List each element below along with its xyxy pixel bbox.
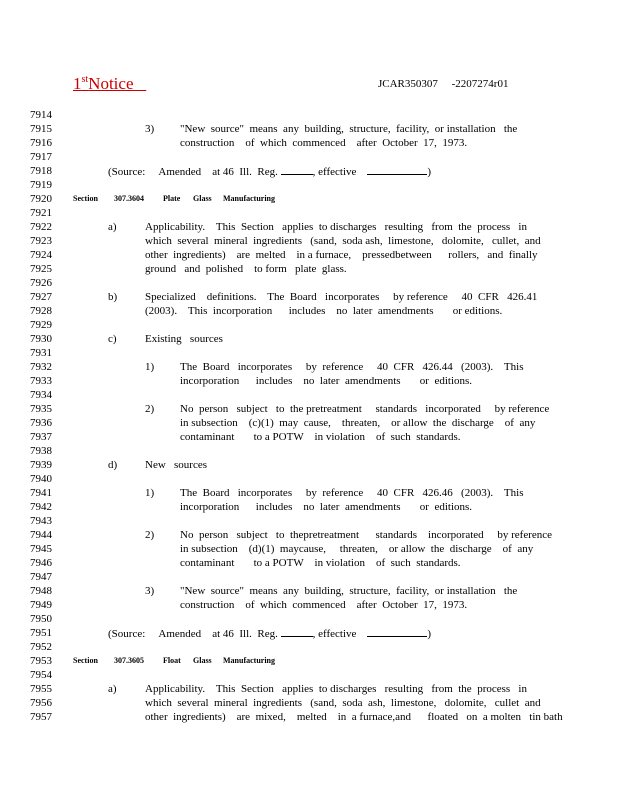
line-text: in subsection (d)(1) maycause, threaten, or allow the discharge of any [180,543,534,555]
line-number: 7918 [30,165,52,177]
document-line [0,556,618,570]
line-text: contaminant to a POTW in violation of such standards. [180,557,461,569]
source-close: ) [427,166,432,178]
document-line [0,584,618,598]
list-marker: 1) [145,361,155,373]
line-number: 7924 [30,249,52,261]
document-line [0,360,618,374]
line-text: which several mineral ingredients (sand, soda ash, limestone, dolomite, cullet, and [145,235,541,247]
source-close: ) [427,628,432,640]
section-word: Section [73,194,98,203]
document-line [0,542,618,556]
section-title-word: Manufacturing [223,656,275,665]
line-number: 7945 [30,543,52,555]
line-number: 7921 [30,207,52,219]
line-number: 7931 [30,347,52,359]
line-number: 7914 [30,109,52,121]
line-number: 7927 [30,291,52,303]
section-title-word: Float [163,656,181,665]
line-number: 7940 [30,473,52,485]
document-line [0,290,618,304]
line-text: other ingredients) are mixed, melted in a furnace,and floated on a molten tin bath [145,711,563,723]
section-title-word: Glass [193,656,212,665]
list-marker: d) [108,459,118,471]
line-text: which several mineral ingredients (sand, soda ash, limestone, dolomite, cullet and [145,697,541,709]
section-number: 307.3605 [114,656,144,665]
document-line [0,430,618,444]
line-text: incorporation includes no later amendments or editions. [180,501,473,513]
document-line [0,206,618,220]
line-number: 7916 [30,137,52,149]
document-line [0,612,618,626]
line-number: 7923 [30,235,52,247]
line-text: (2003). This incorporation includes no later amendments or editions. [145,305,503,317]
line-number: 7952 [30,641,52,653]
page-header [0,74,618,98]
document-line [0,416,618,430]
line-text: ground and polished to form plate glass. [145,263,347,275]
line-text: The Board incorporates by reference 40 CFR 426.46 (2003). This [180,487,524,499]
section-title-word: Plate [163,194,181,203]
line-text: Existing sources [145,333,223,345]
document-line [0,262,618,276]
document-line [0,108,618,122]
source-effective: , effective [312,628,368,640]
line-text: No person subject to thepretreatment standards incorporated by reference [180,529,553,541]
document-line [0,710,618,724]
document-line [0,388,618,402]
line-number: 7922 [30,221,52,233]
document-id: JCAR350307 -2207274r01 [378,78,509,90]
line-number: 7953 [30,655,52,667]
list-marker: c) [108,333,117,345]
list-marker: 2) [145,529,155,541]
line-text: "New source" means any building, structure, facility, or installation the [180,585,518,597]
effective-date-blank [367,164,427,175]
notice-number: 1 [73,74,82,93]
line-number: 7938 [30,445,52,457]
line-number: 7917 [30,151,52,163]
section-title-word: Glass [193,194,212,203]
line-text: contaminant to a POTW in violation of such standards. [180,431,461,443]
line-number: 7949 [30,599,52,611]
document-line [0,696,618,710]
notice-word: Notice [88,74,134,93]
list-marker: 3) [145,123,155,135]
document-line [0,682,618,696]
line-number: 7956 [30,697,52,709]
line-number: 7919 [30,179,52,191]
line-number: 7947 [30,571,52,583]
line-text: Applicability. This Section applies to discharges resulting from the process in [145,683,527,695]
line-number: 7928 [30,305,52,317]
source-register: at 46 Ill. Reg. [212,628,281,640]
line-number: 7950 [30,613,52,625]
source-note [108,626,431,641]
list-marker: a) [108,221,117,233]
document-line [0,626,618,640]
list-marker: b) [108,291,118,303]
document-line [0,220,618,234]
document-line [0,458,618,472]
source-open: (Source: [108,166,159,178]
document-line [0,346,618,360]
line-number: 7934 [30,389,52,401]
document-line [0,598,618,612]
document-line [0,402,618,416]
document-line [0,486,618,500]
document-line [0,304,618,318]
register-page-blank [281,164,313,175]
list-marker: 1) [145,487,155,499]
notice-suffix: st [81,74,89,85]
document-line [0,248,618,262]
document-line [0,122,618,136]
line-number: 7920 [30,193,52,205]
notice-title [73,74,146,94]
line-text: construction of which commenced after October 17, 1973. [180,137,468,149]
line-number: 7944 [30,529,52,541]
document-line [0,318,618,332]
line-text: No person subject to the pretreatment standards incorporated by reference [180,403,550,415]
source-amended: Amended [158,166,213,178]
line-text: incorporation includes no later amendments or editions. [180,375,473,387]
line-number: 7939 [30,459,52,471]
list-marker: 2) [145,403,155,415]
document-line [0,192,618,206]
line-number: 7937 [30,431,52,443]
line-number: 7954 [30,669,52,681]
document-line [0,514,618,528]
line-number: 7955 [30,683,52,695]
document-line [0,178,618,192]
line-number: 7936 [30,417,52,429]
line-number: 7943 [30,515,52,527]
line-number: 7929 [30,319,52,331]
document-line [0,332,618,346]
document-line [0,164,618,178]
list-marker: 3) [145,585,155,597]
document-line [0,500,618,514]
line-number: 7946 [30,557,52,569]
list-marker: a) [108,683,117,695]
line-number: 7933 [30,375,52,387]
line-number: 7951 [30,627,52,639]
source-amended: Amended [158,628,213,640]
line-text: New sources [145,459,208,471]
line-text: construction of which commenced after October 17, 1973. [180,599,468,611]
document-line [0,374,618,388]
section-title-word: Manufacturing [223,194,275,203]
line-number: 7957 [30,711,52,723]
source-note [108,164,431,179]
source-effective: , effective [312,166,368,178]
line-text: "New source" means any building, structure, facility, or installation the [180,123,518,135]
document-line [0,136,618,150]
document-line [0,528,618,542]
line-number: 7915 [30,123,52,135]
line-number: 7930 [30,333,52,345]
document-line [0,444,618,458]
document-line [0,472,618,486]
source-register: at 46 Ill. Reg. [212,166,281,178]
document-line [0,654,618,668]
line-text: Applicability. This Section applies to discharges resulting from the process in [145,221,527,233]
line-number: 7948 [30,585,52,597]
document-line [0,640,618,654]
line-text: The Board incorporates by reference 40 CFR 426.44 (2003). This [180,361,524,373]
source-open: (Source: [108,628,159,640]
effective-date-blank [367,626,427,637]
document-line [0,276,618,290]
line-number: 7932 [30,361,52,373]
line-text: Specialized definitions. The Board incorporates by reference 40 CFR 426.41 [145,291,538,303]
section-word: Section [73,656,98,665]
document-line [0,150,618,164]
document-line [0,570,618,584]
line-number: 7942 [30,501,52,513]
register-page-blank [281,626,313,637]
document-line [0,668,618,682]
section-number: 307.3604 [114,194,144,203]
line-text: in subsection (c)(1) may cause, threaten, or allow the discharge of any [180,417,536,429]
line-number: 7926 [30,277,52,289]
line-text: other ingredients) are melted in a furnace, pressedbetween rollers, and finally [145,249,538,261]
document-line [0,234,618,248]
line-number: 7941 [30,487,52,499]
line-number: 7935 [30,403,52,415]
line-number: 7925 [30,263,52,275]
